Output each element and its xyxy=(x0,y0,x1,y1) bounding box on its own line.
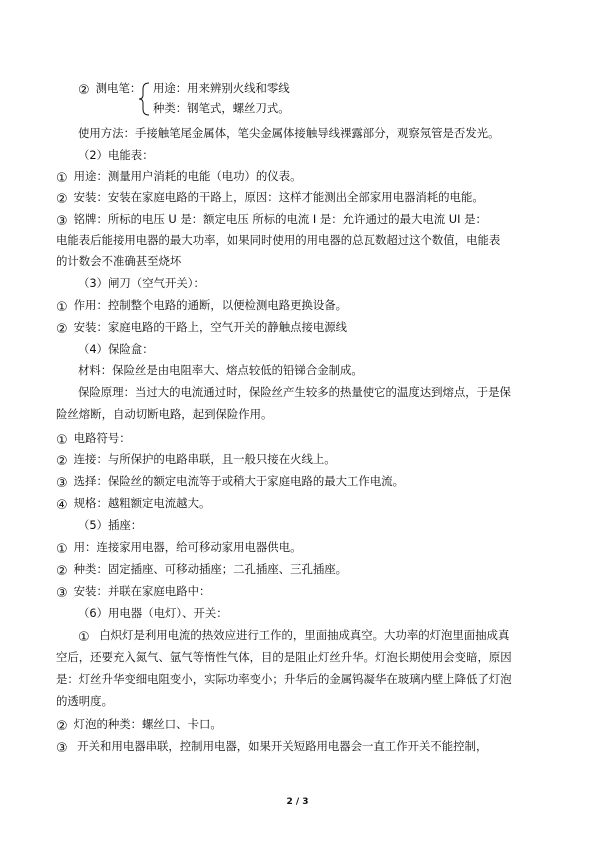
text-line xyxy=(78,147,154,163)
item-number: ④ xyxy=(56,498,68,513)
item-number: ② xyxy=(56,322,68,337)
text-line xyxy=(78,341,154,357)
line-text: 开关和用电器串联，控制用电器，如果开关短路用电器会一直工作开关不能控制， xyxy=(73,739,488,753)
line-text: 材料：保险丝是由电阻率大、熔点较低的铅锑合金制成。 xyxy=(78,363,363,377)
line-text: 是：灯丝升华变细电阻变小，实际功率变小；升华后的金属钨凝华在玻璃内壁上降低了灯泡 xyxy=(56,672,512,686)
text-line xyxy=(153,80,290,96)
line-text: 电能表后能接用电器的最大功率，如果同时使用的用电器的总瓦数超过这个数值，电能表 xyxy=(56,233,501,247)
item-number: ③ xyxy=(56,214,68,229)
text-line xyxy=(56,693,113,709)
text-line xyxy=(56,232,500,248)
line-text: 安装：并联在家庭电路中： xyxy=(73,584,211,598)
line-text: 规格：越粗额定电流越大。 xyxy=(73,496,211,510)
line-text: 灯泡的种类：螺丝口、卡口。 xyxy=(73,717,222,731)
line-text: 电路符号： xyxy=(73,431,131,445)
line-text: （2）电能表： xyxy=(78,148,154,162)
line-text: 安装：安装在家庭电路的干路上，原因：这样才能测出全部家用电器消耗的电能。 xyxy=(73,190,484,204)
line-text: 安装：家庭电路的干路上，空气开关的静触点接电源线 xyxy=(73,320,348,334)
line-text: 作用：控制整个电路的通断，以便检测电路更换设备。 xyxy=(73,298,348,312)
text-line xyxy=(56,253,181,269)
line-text: 连接：与所保护的电路串联，且一般只接在火线上。 xyxy=(73,452,336,466)
text-line xyxy=(56,716,222,733)
item-number: ② xyxy=(56,454,68,469)
text-line xyxy=(78,275,205,291)
text-line xyxy=(56,495,210,512)
text-line xyxy=(56,211,487,228)
item-number: ① xyxy=(56,433,68,448)
brace-mark xyxy=(138,82,150,116)
line-text: 险丝熔断，自动切断电路，起到保险作用。 xyxy=(56,407,273,421)
line-text: 种类：钢笔式，螺丝刀式。 xyxy=(153,101,290,115)
text-line xyxy=(56,451,336,468)
item-number: ② xyxy=(56,564,68,579)
text-line xyxy=(56,297,347,314)
text-line xyxy=(78,384,511,400)
item-number: ③ xyxy=(56,741,68,756)
line-text: 用：连接家用电器，给可移动家用电器供电。 xyxy=(73,540,302,554)
line-text: 测电笔： xyxy=(95,81,142,95)
item-number: ② xyxy=(56,719,68,734)
text-line xyxy=(56,319,347,336)
text-line xyxy=(56,583,210,600)
item-number: ② xyxy=(56,192,68,207)
text-line xyxy=(78,125,499,141)
text-line xyxy=(56,189,484,206)
text-line xyxy=(56,561,347,578)
line-text: （3）闸刀（空气开关）： xyxy=(78,276,205,290)
line-text: 白炽灯是利用电流的热效应进行工作的，里面抽成真空。大功率的灯泡里面抽成真 xyxy=(95,628,510,642)
line-text: 使用方法：手接触笔尾金属体，笔尖金属体接触导线裸露部分，观察氖管是否发光。 xyxy=(78,126,500,140)
line-text: 选择：保险丝的额定电流等于或稍大于家庭电路的最大工作电流。 xyxy=(73,474,404,488)
text-line xyxy=(56,671,512,687)
line-text: 用途：测量用户消耗的电能（电功）的仪表。 xyxy=(73,169,302,183)
text-line xyxy=(56,473,404,490)
item-number: ② xyxy=(78,83,90,98)
text-line xyxy=(78,517,142,533)
item-number: ① xyxy=(56,300,68,315)
text-line xyxy=(78,627,509,644)
text-line xyxy=(78,605,228,621)
item-number: ③ xyxy=(56,586,68,601)
line-text: 种类：固定插座、可移动插座；二孔插座、三孔插座。 xyxy=(73,562,348,576)
text-line xyxy=(153,100,290,116)
text-line xyxy=(56,168,301,185)
text-line xyxy=(78,80,141,97)
line-text: （6）用电器（电灯）、开关： xyxy=(78,606,228,620)
text-line xyxy=(56,406,272,422)
text-line xyxy=(56,539,301,556)
item-number: ① xyxy=(56,171,68,186)
item-number: ① xyxy=(56,542,68,557)
line-text: 的计数会不准确甚至烧坏 xyxy=(56,254,182,268)
item-number: ① xyxy=(78,630,90,645)
text-line xyxy=(78,362,363,378)
text-line xyxy=(56,649,512,665)
line-text: 用途：用来辨别火线和零线 xyxy=(153,81,290,95)
line-text: 铭牌：所标的电压 U 是：额定电压 所标的电流 I 是：允许通过的最大电流 UI 是： xyxy=(73,212,487,226)
line-text: 空后，还要充入氮气、氩气等惰性气体，目的是阻止灯丝升华。灯泡长期使用会变暗，原因 xyxy=(56,650,512,664)
line-text: （4）保险盒： xyxy=(78,342,154,356)
page-number: 2 / 3 xyxy=(286,797,309,807)
line-text: 的透明度。 xyxy=(56,694,113,708)
line-text: （5）插座： xyxy=(78,518,143,532)
text-line xyxy=(56,738,487,755)
text-line xyxy=(56,430,131,447)
item-number: ③ xyxy=(56,476,68,491)
line-text: 保险原理：当过大的电流通过时，保险丝产生较多的热量使它的温度达到熔点，于是保 xyxy=(78,385,511,399)
